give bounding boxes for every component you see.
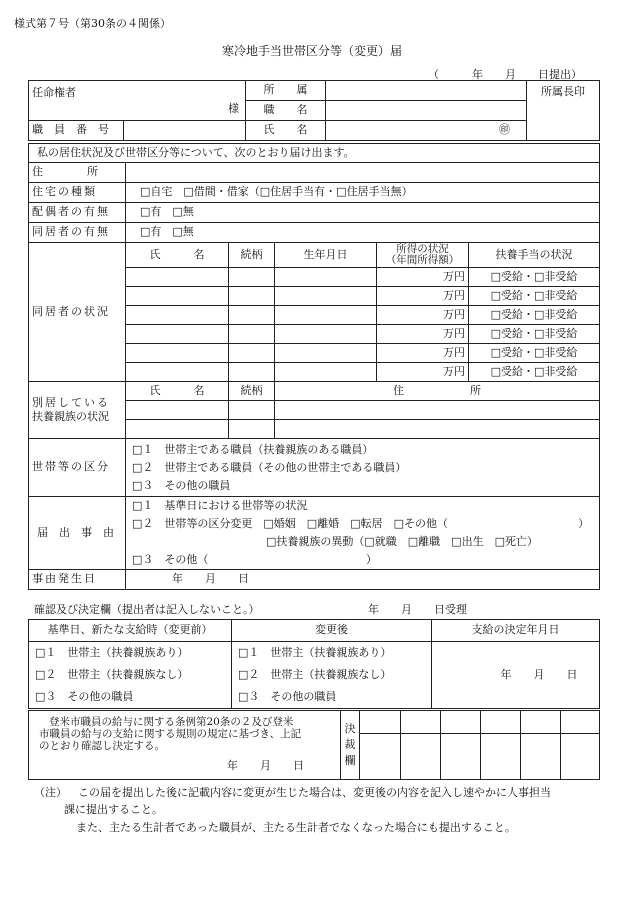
col-before: 基準日、新たな支給時（変更前） (29, 620, 232, 642)
col-name: 氏 名 (126, 243, 229, 268)
reason-option-2-dependents[interactable]: □扶養親族の異動（□就職 □離職 □出生 □死亡） (266, 535, 538, 548)
household-label: 世帯等の区分 (29, 439, 126, 497)
sep-col-address: 住 所 (275, 382, 600, 401)
cohab-label: 同居者の有無 (29, 223, 126, 243)
confirm-heading: 確認及び決定欄（提出者は記入しないこと。） (34, 603, 260, 616)
col-allowance: 扶養手当の状況 (469, 243, 600, 268)
allowance-options[interactable]: □受給・□非受給 (469, 306, 600, 325)
sep-col-relation: 続柄 (229, 382, 275, 401)
cohab-status-label: 同居者の状況 (29, 243, 126, 382)
staff-no-cell[interactable] (29, 121, 246, 141)
col-decision-date: 支給の決定年月日 (432, 620, 600, 642)
dept-label: 所 属 (246, 81, 326, 101)
notes-line-3: また、主たる生計者であった職員が、主たる生計者でなくなった場合にも提出すること。 (76, 821, 516, 834)
reason-option-2[interactable]: □２ 世帯等の区分変更 □婚姻 □離婚 □転居 □その他（ ） (132, 517, 590, 530)
seal-icon: ㊞ (499, 123, 510, 137)
main-table (28, 143, 600, 590)
col-birthdate: 生年月日 (275, 243, 377, 268)
intro-text: 私の居住状況及び世帯区分等について、次のとおり届け出ます。 (29, 144, 600, 163)
allowance-options[interactable]: □受給・□非受給 (469, 363, 600, 382)
kessai-stamp-grid[interactable] (360, 711, 599, 779)
sama-label: 様 (228, 102, 239, 115)
income-unit: 万円 (377, 344, 469, 363)
income-unit: 万円 (377, 306, 469, 325)
spouse-label: 配偶者の有無 (29, 203, 126, 223)
household-option-3[interactable]: □３ その他の職員 (132, 478, 231, 492)
post-value[interactable] (326, 101, 527, 121)
staff-no-label: 職 員 番 号 (32, 123, 109, 137)
cohab-options[interactable]: □有 □無 (126, 223, 600, 243)
form-number: 様式第７号（第30条の４関係） (14, 17, 171, 30)
occurrence-label: 事由発生日 (29, 570, 126, 590)
housing-options[interactable]: □自宅 □借間・借家（□住居手当有・□住居手当無） (126, 183, 600, 203)
reason-options[interactable] (126, 497, 600, 570)
reason-label: 届 出 事 由 (29, 497, 126, 570)
separate-label: 別居している 扶養親族の状況 (29, 382, 126, 439)
address-value[interactable] (126, 163, 600, 183)
chief-seal-cell[interactable] (527, 81, 600, 141)
notes-mark: （注） (34, 786, 67, 799)
form-title: 寒冷地手当世帯区分等（変更）届 (222, 44, 403, 58)
allowance-options[interactable]: □受給・□非受給 (469, 344, 600, 363)
occurrence-date[interactable]: 年 月 日 (126, 570, 600, 590)
name-value[interactable] (326, 121, 527, 141)
reason-option-3[interactable]: □３ その他（ ） (132, 553, 377, 566)
col-relation: 続柄 (229, 243, 275, 268)
household-option-2[interactable]: □２ 世帯主である職員（その他の世帯主である職員） (132, 460, 407, 474)
allowance-options[interactable]: □受給・□非受給 (469, 287, 600, 306)
approval-block (28, 710, 600, 780)
appointer-label: 任命権者 (32, 86, 76, 99)
approval-text: 登米市職員の給与に関する条例第20条の２及び登米 市職員の給与の支給に関する規則の規定に基づき、上記 のとおり確認し決定する。 (39, 716, 302, 752)
notes-line-1: この届を提出した後に記載内容に変更が生じた場合は、変更後の内容を記入し速やかに人事担当 (78, 786, 551, 799)
received-date[interactable]: 年 月 日受理 (368, 603, 467, 616)
submit-date[interactable]: （ 年 月 日提出） (428, 68, 582, 81)
income-unit: 万円 (377, 268, 469, 287)
before-options[interactable]: □１ 世帯主（扶養親族あり） □２ 世帯主（扶養親族なし） □３ その他の職員 (29, 642, 232, 709)
top-table (28, 80, 600, 141)
income-unit: 万円 (377, 287, 469, 306)
sep-col-name: 氏 名 (126, 382, 229, 401)
allowance-options[interactable]: □受給・□非受給 (469, 325, 600, 344)
notes-line-2: 課に提出すること。 (64, 803, 163, 816)
address-label: 住 所 (29, 163, 126, 183)
post-label: 職 名 (246, 101, 326, 121)
household-option-1[interactable]: □１ 世帯主である職員（扶養親族のある職員） (132, 442, 374, 456)
spouse-options[interactable]: □有 □無 (126, 203, 600, 223)
col-after: 変更後 (232, 620, 432, 642)
housing-label: 住宅の種類 (29, 183, 126, 203)
after-options[interactable]: □１ 世帯主（扶養親族あり） □２ 世帯主（扶養親族なし） □３ その他の職員 (232, 642, 432, 709)
dept-value[interactable] (326, 81, 527, 101)
col-income: 所得の状況 （年間所得額） (377, 243, 469, 268)
confirm-table (28, 619, 600, 709)
decision-date[interactable]: 年 月 日 (432, 642, 600, 709)
approval-date[interactable]: 年 月 日 (227, 759, 304, 772)
allowance-options[interactable]: □受給・□非受給 (469, 268, 600, 287)
chief-seal-label: 所属長印 (541, 85, 585, 98)
income-unit: 万円 (377, 325, 469, 344)
household-options[interactable] (126, 439, 600, 497)
name-label: 氏 名 (246, 121, 326, 141)
reason-option-1[interactable]: □１ 基準日における世帯等の状況 (132, 499, 308, 512)
appointer-cell[interactable] (29, 81, 246, 121)
kessai-label: 決 裁 欄 (340, 711, 360, 779)
income-unit: 万円 (377, 363, 469, 382)
